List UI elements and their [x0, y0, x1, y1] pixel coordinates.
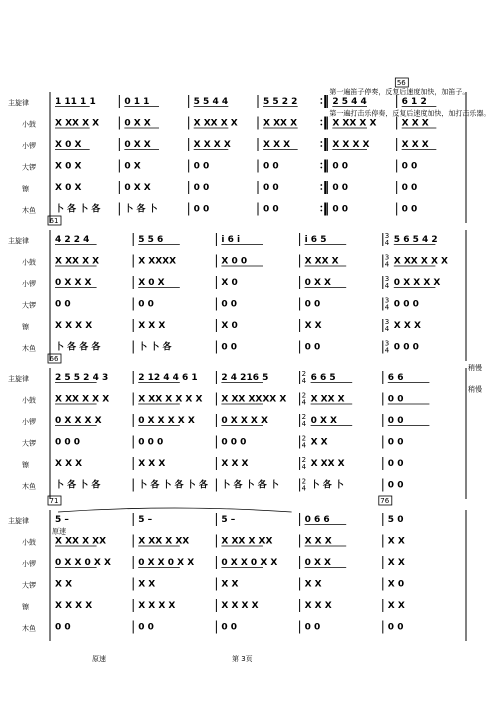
meter-num: 3: [384, 339, 390, 348]
meter-num: 2: [301, 434, 307, 443]
measure-cell: X X: [55, 579, 73, 590]
meter-den: 4: [384, 239, 390, 247]
measure-cell: X XX X XX: [221, 536, 273, 547]
performance-annotation: 稍慢: [468, 364, 482, 372]
measure-cell: 6 6 5: [310, 373, 336, 383]
measure-cell: 0 0: [387, 394, 404, 405]
measure-cell: 0 0: [221, 622, 238, 633]
measure-cell: X 0 X: [55, 161, 82, 172]
measure-cell: 0 0: [263, 183, 279, 193]
measure-cell: 0 X X 0 X X: [138, 558, 195, 568]
measure-cell: 0 X X X: [55, 278, 92, 288]
measure-cell: 0 X X X X: [393, 278, 441, 288]
measure-cell: 0 0: [387, 416, 404, 426]
instrument-label: 大锣: [22, 439, 36, 448]
score-systems: [8, 78, 490, 641]
measure-cell: 5 –: [138, 515, 153, 525]
measure-cell: 6 6: [387, 373, 404, 383]
measure-cell: 2 5 5 2 4 3: [55, 373, 109, 383]
measure-cell: 0 0: [332, 183, 349, 193]
slur: [58, 508, 292, 512]
repeat-dot: [320, 102, 322, 104]
measure-cell: 1 11 1 1: [55, 97, 96, 107]
measure-cell: 0 0: [387, 622, 404, 633]
rehearsal-number: 56: [396, 79, 406, 87]
measure-cell: 0 0 0: [55, 437, 81, 448]
repeat-dot: [320, 120, 322, 122]
measure-cell: 0 0: [387, 480, 404, 491]
rehearsal-number: 66: [49, 355, 59, 363]
performance-annotation: 稍慢: [468, 385, 482, 394]
rehearsal-number-2: 76: [380, 497, 390, 505]
repeat-dot: [320, 206, 322, 208]
measure-cell: X 0: [387, 579, 405, 590]
measure-cell: X 0: [221, 278, 238, 288]
meter-num: 2: [301, 477, 307, 486]
measure-cell: 卜 各 卜: [124, 204, 158, 215]
measure-cell: 0 0: [55, 299, 71, 310]
instrument-label: 木鱼: [22, 624, 36, 633]
measure-cell: X XX X: [310, 394, 345, 405]
measure-cell: 卜 各 卜 各: [55, 204, 101, 215]
meter-num: 3: [384, 318, 390, 326]
system-2: [8, 216, 466, 361]
meter-den: 4: [301, 441, 307, 450]
meter-num: 3: [384, 275, 390, 283]
measure-cell: 0 0 0: [393, 342, 419, 353]
measure-cell: X 0 X: [55, 140, 82, 150]
instrument-label: 木鱼: [22, 206, 36, 215]
measure-cell: 卜 各 卜: [310, 480, 344, 491]
measure-cell: 0 0: [138, 622, 154, 633]
measure-cell: 0 1 1: [124, 97, 150, 107]
measure-cell: 0 X X: [304, 278, 332, 288]
instrument-label: 小锣: [22, 560, 36, 568]
meter-num: 3: [384, 296, 390, 305]
measure-cell: 5 –: [55, 515, 69, 525]
measure-cell: 0 0: [193, 183, 210, 193]
measure-cell: X X X: [138, 459, 166, 469]
measure-cell: X X X: [138, 321, 166, 331]
system-1: [8, 78, 490, 223]
measure-cell: X XX XXXX X: [221, 394, 287, 405]
measure-cell: 0 X X: [124, 183, 151, 193]
meter-den: 4: [384, 346, 390, 355]
instrument-label: 大锣: [22, 301, 36, 310]
measure-cell: i 6 i: [221, 235, 241, 245]
repeat-dot: [320, 124, 322, 126]
measure-cell: i 6 5: [304, 235, 327, 245]
instrument-label: 小鼓: [22, 258, 36, 267]
instrument-label: 木鱼: [22, 482, 36, 491]
measure-cell: 0 0: [55, 622, 71, 633]
meter-num: 3: [384, 253, 390, 262]
measure-cell: X XX X X X: [393, 256, 448, 267]
repeat-dot: [320, 141, 322, 143]
measure-cell: 0 0: [387, 459, 404, 469]
footer-note: 原速: [92, 655, 106, 663]
measure-cell: 5 5 6: [138, 235, 164, 245]
meter-den: 4: [384, 303, 390, 312]
measure-cell: X XX X: [263, 118, 298, 129]
measure-cell: 0 6 6: [304, 515, 330, 525]
measure-cell: X X: [310, 437, 328, 448]
instrument-label: 小鼓: [22, 538, 36, 547]
measure-cell: X X X: [221, 459, 249, 469]
measure-cell: X XX X X X: [55, 394, 110, 405]
measure-cell: 0 0 0: [138, 437, 164, 448]
measure-cell: 0 X X X X: [221, 416, 268, 426]
performance-annotation: 第一遍打击乐停奏，反复后速度加快，加打击乐器。: [329, 109, 491, 118]
meter-den: 4: [301, 398, 307, 407]
measure-cell: 0 0: [304, 342, 321, 353]
meter-num: 2: [301, 391, 307, 400]
measure-cell: 0 0: [138, 299, 154, 310]
meter-den: 4: [301, 463, 307, 471]
measure-cell: 0 X: [124, 161, 141, 172]
repeat-dot: [320, 98, 322, 100]
measure-cell: 0 0: [332, 204, 349, 215]
measure-cell: X X: [304, 321, 322, 331]
instrument-label: 小鼓: [22, 120, 36, 129]
measure-cell: 0 X X: [124, 140, 151, 150]
instrument-label: 主旋律: [8, 375, 29, 383]
measure-cell: X XX X X: [55, 256, 100, 267]
measure-cell: X X X: [263, 140, 291, 150]
measure-cell: 0 0: [221, 342, 238, 353]
performance-annotation: 第一遍笛子停奏，反复后速度加快，加笛子。: [329, 88, 470, 96]
measure-cell: X XX X XX: [138, 536, 190, 547]
instrument-label: 小锣: [22, 280, 36, 288]
instrument-label: 镲: [22, 185, 29, 193]
instrument-label: 镲: [22, 461, 29, 469]
measure-cell: 0 0: [387, 437, 404, 448]
measure-cell: 卜 各 各 各: [55, 342, 101, 353]
meter-num: 2: [301, 370, 307, 378]
measure-cell: 卜 各 卜 各: [55, 480, 101, 491]
measure-cell: 0 0: [263, 204, 279, 215]
repeat-dot: [320, 167, 322, 169]
measure-cell: X X X X: [55, 321, 93, 331]
repeat-dot: [320, 184, 322, 186]
measure-cell: 0 X X 0 X X: [221, 558, 278, 568]
measure-cell: 2 5 4 4: [332, 97, 367, 107]
performance-annotation: 原速: [52, 527, 66, 536]
measure-cell: X XX X: [304, 256, 339, 267]
system-3: [8, 354, 482, 499]
instrument-label: 小锣: [22, 418, 36, 426]
rehearsal-number: 61: [49, 217, 59, 225]
measure-cell: 5 5 4 4: [193, 97, 229, 107]
measure-cell: X XX X X X X: [138, 394, 203, 405]
measure-cell: X X X: [401, 118, 429, 129]
instrument-label: 小锣: [22, 142, 36, 150]
measure-cell: X X X X: [138, 601, 176, 611]
meter-num: 3: [384, 232, 390, 240]
measure-cell: 2 12 4 4 6 1: [138, 373, 198, 383]
instrument-label: 大锣: [22, 163, 36, 172]
measure-cell: 0 0: [304, 299, 321, 310]
measure-cell: 0 0: [332, 161, 349, 172]
measure-cell: 0 0: [401, 161, 418, 172]
measure-cell: X X X: [401, 140, 429, 150]
repeat-dot: [320, 210, 322, 212]
measure-cell: X XX X XX: [55, 536, 107, 547]
meter-den: 4: [384, 282, 390, 290]
measure-cell: X X: [387, 601, 405, 611]
meter-num: 2: [301, 456, 307, 464]
measure-cell: 0 0: [263, 161, 279, 172]
measure-cell: X X: [387, 558, 405, 568]
measure-cell: 5 6 5 4 2: [393, 235, 438, 245]
measure-cell: 5 –: [221, 515, 236, 525]
meter-den: 4: [301, 420, 307, 428]
meter-den: 4: [301, 484, 307, 493]
measure-cell: X 0: [221, 321, 238, 331]
measure-cell: X X X X: [193, 140, 231, 150]
measure-cell: 0 X X: [304, 558, 332, 568]
instrument-label: 主旋律: [8, 99, 29, 107]
measure-cell: 0 0: [221, 299, 238, 310]
measure-cell: 0 0: [304, 622, 321, 633]
instrument-label: 大锣: [22, 581, 36, 590]
measure-cell: X X X X: [332, 140, 370, 150]
instrument-label: 主旋律: [8, 517, 29, 525]
measure-cell: X XX X: [310, 459, 345, 469]
measure-cell: X X X: [55, 459, 83, 469]
measure-cell: 6 1 2: [401, 97, 427, 107]
instrument-label: 小鼓: [22, 396, 36, 405]
measure-cell: X X: [221, 579, 239, 590]
instrument-label: 镲: [22, 323, 29, 331]
measure-cell: 4 2 2 4: [55, 235, 90, 245]
measure-cell: X X X: [304, 601, 332, 611]
measure-cell: 卜 各 卜 各 卜 各: [138, 480, 208, 491]
measure-cell: 0 0: [401, 204, 418, 215]
measure-cell: X X X X: [55, 601, 93, 611]
measure-cell: X XX X X: [193, 118, 238, 129]
measure-cell: 0 0: [193, 204, 210, 215]
page-label: 第 3页: [232, 655, 253, 663]
measure-cell: X X: [387, 536, 405, 547]
meter-den: 4: [384, 260, 390, 269]
measure-cell: 5 0: [387, 515, 404, 525]
measure-cell: X XXXX: [138, 256, 177, 267]
repeat-dot: [320, 163, 322, 165]
meter-num: 2: [301, 413, 307, 421]
measure-cell: 卜 卜 各: [138, 342, 172, 353]
measure-cell: X XX X X: [332, 118, 377, 129]
repeat-dot: [320, 188, 322, 190]
measure-cell: 0 X X X X X: [138, 416, 195, 426]
measure-cell: 0 0: [401, 183, 418, 193]
measure-cell: X X X: [304, 536, 332, 547]
measure-cell: 0 0 0: [393, 299, 419, 310]
system-4: [8, 496, 466, 641]
measure-cell: X X: [138, 579, 156, 590]
measure-cell: 卜 各 卜 各 卜: [221, 480, 279, 491]
measure-cell: X X X: [393, 321, 421, 331]
measure-cell: 0 0 0: [221, 437, 247, 448]
meter-den: 4: [301, 377, 307, 385]
measure-cell: 2 4 216 5: [221, 373, 269, 383]
measure-cell: X X X X: [221, 601, 259, 611]
measure-cell: X 0 0: [221, 256, 248, 267]
rehearsal-number: 71: [49, 497, 59, 505]
measure-cell: X 0 X: [138, 278, 165, 288]
measure-cell: 0 X X X X: [55, 416, 102, 426]
repeat-dot: [320, 145, 322, 147]
instrument-label: 镲: [22, 603, 29, 611]
meter-den: 4: [384, 325, 390, 333]
measure-cell: 0 X X: [310, 416, 338, 426]
measure-cell: 0 X X 0 X X: [55, 558, 111, 568]
instrument-label: 主旋律: [8, 237, 29, 245]
measure-cell: X 0 X: [55, 183, 82, 193]
measure-cell: X XX X X: [55, 118, 100, 129]
measure-cell: 5 5 2 2: [263, 97, 298, 107]
instrument-label: 木鱼: [22, 344, 36, 353]
measure-cell: X X: [304, 579, 322, 590]
measure-cell: 0 X X: [124, 118, 151, 129]
measure-cell: 0 0: [193, 161, 210, 172]
